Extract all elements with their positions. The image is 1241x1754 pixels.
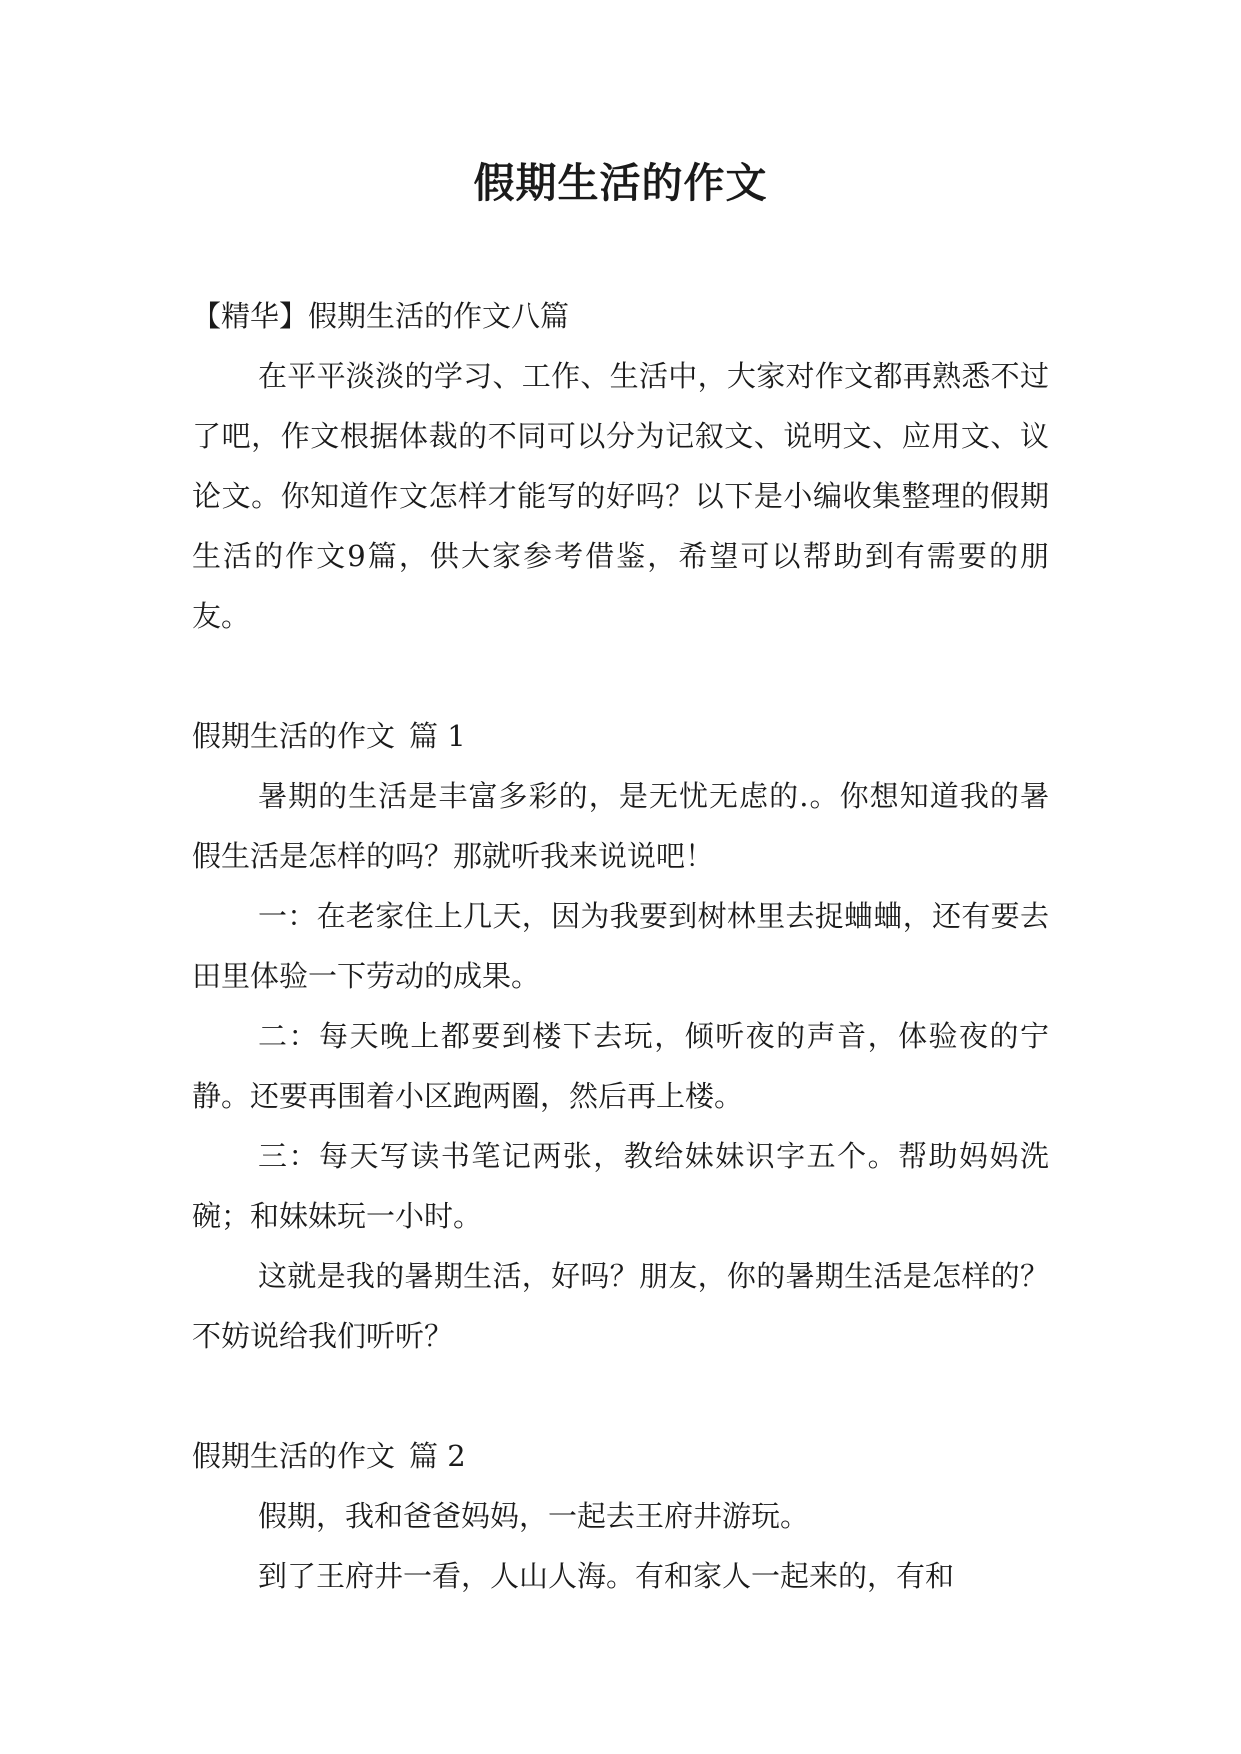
section-heading-1 [192, 706, 1049, 766]
section-heading-2 [192, 1426, 1049, 1486]
section-2-paragraph-2: 到了王府井一看，人山人海。有和家人一起来的，有和 [258, 1559, 955, 1593]
section-1-paragraph-4: 三：每天写读书笔记两张，教给妹妹识字五个。帮助妈妈洗碗；和妹妹玩一小时。 [192, 1139, 1049, 1233]
section-heading-title: 假期生活的作文 [192, 719, 396, 753]
section-1-paragraph-2: 一：在老家住上几天，因为我要到树林里去捉蛐蛐，还有要去田里体验一下劳动的成果。 [192, 899, 1049, 993]
section-heading-number: 篇 1 [409, 719, 466, 753]
document-body [192, 286, 1049, 1606]
section-1-paragraph-3: 二：每天晚上都要到楼下去玩，倾听夜的声音，体验夜的宁静。还要再围着小区跑两圈，然后再上楼。 [192, 1019, 1049, 1113]
document-subtitle: 【精华】假期生活的作文八篇 [192, 299, 570, 333]
section-2-paragraph-1: 假期，我和爸爸妈妈，一起去王府井游玩。 [258, 1499, 810, 1533]
section-1-paragraph-5: 这就是我的暑期生活，好吗？朋友，你的暑期生活是怎样的？不妨说给我们听听？ [192, 1259, 1049, 1353]
section-heading-number: 篇 2 [409, 1439, 466, 1473]
section-heading-title: 假期生活的作文 [192, 1439, 396, 1473]
document-title: 假期生活的作文 [473, 159, 768, 207]
intro-paragraph: 在平平淡淡的学习、工作、生活中，大家对作文都再熟悉不过了吧，作文根据体裁的不同可以分为记叙文、说明文、应用文、议论文。你知道作文怎样才能写的好吗？以下是小编收集整理的假期生活的作文9篇，供大家参考借鉴，希望可以帮助到有需要的朋友。 [192, 359, 1049, 633]
section-1-paragraph-1: 暑期的生活是丰富多彩的，是无忧无虑的.。你想知道我的暑假生活是怎样的吗？那就听我来说说吧！ [192, 779, 1049, 873]
